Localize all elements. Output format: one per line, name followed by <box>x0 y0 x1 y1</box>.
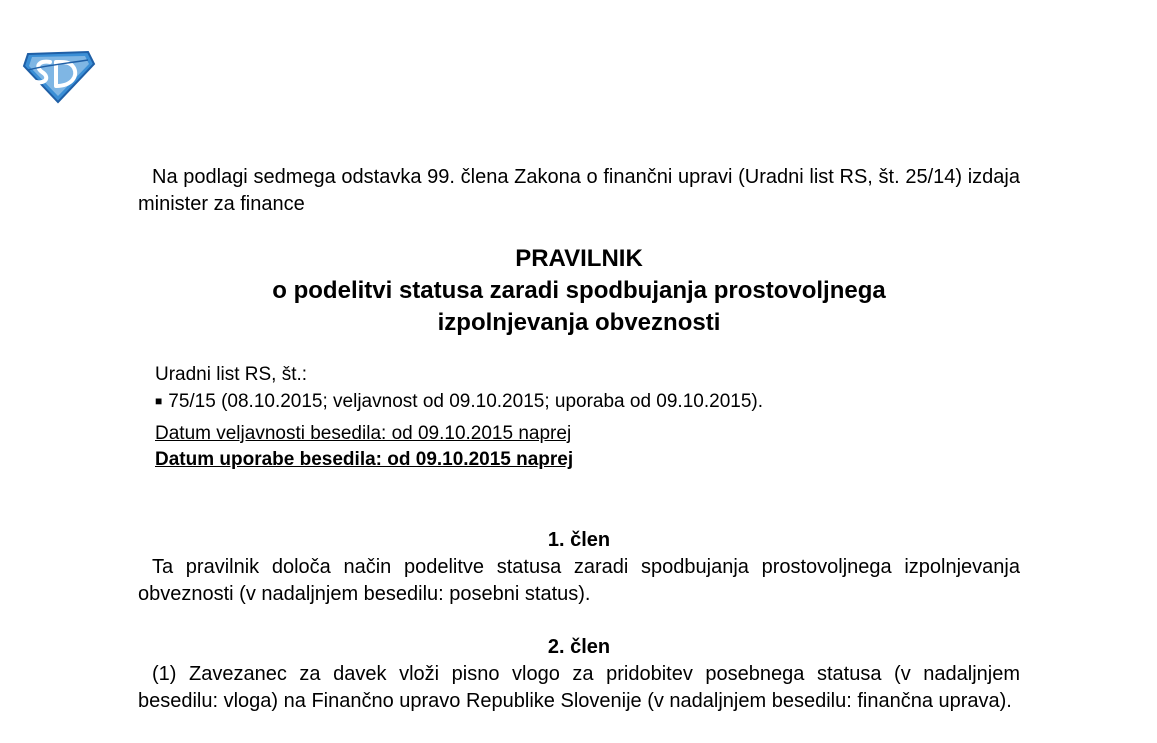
gazette-label: Uradni list RS, št.: <box>155 364 308 385</box>
application-date: Datum uporabe besedila: od 09.10.2015 naprej <box>155 449 574 470</box>
title-line-3: izpolnjevanja obveznosti <box>437 309 721 336</box>
document-body <box>138 164 1020 715</box>
preamble: Na podlagi sedmega odstavka 99. člena Zakona o finančni upravi (Uradni list RS, št. 25/14) izdaja minister za finance <box>138 166 1020 215</box>
article-text: (1) Zavezanec za davek vloži pisno vlogo za pridobitev posebnega statusa (v nadaljnjem besedilu: vloga) na Finančno upravo Republike Slovenije (v nadaljnjem besedilu: finančna uprava). <box>138 663 1020 712</box>
title-line-2: o podelitvi statusa zaradi spodbujanja prostovoljnega <box>272 277 886 304</box>
dates-block <box>155 421 1020 473</box>
gazette-reference <box>155 362 1020 415</box>
gazette-entry <box>155 388 1020 415</box>
article-heading: 2. člen <box>547 636 611 658</box>
bullet-icon: ■ <box>155 394 163 408</box>
validity-date: Datum veljavnosti besedila: od 09.10.2015 naprej <box>155 423 572 444</box>
gazette-entry-text: 75/15 (08.10.2015; veljavnost od 09.10.2015; uporaba od 09.10.2015). <box>168 391 764 412</box>
sd-logo-icon <box>22 46 96 104</box>
title-line-1: PRAVILNIK <box>515 245 643 272</box>
article-heading: 1. člen <box>547 529 611 551</box>
document-title <box>138 243 1020 339</box>
article-text: Ta pravilnik določa način podelitve statusa zaradi spodbujanja prostovoljnega izpolnjevanja obveznosti (v nadaljnjem besedilu: posebni status). <box>138 556 1020 605</box>
